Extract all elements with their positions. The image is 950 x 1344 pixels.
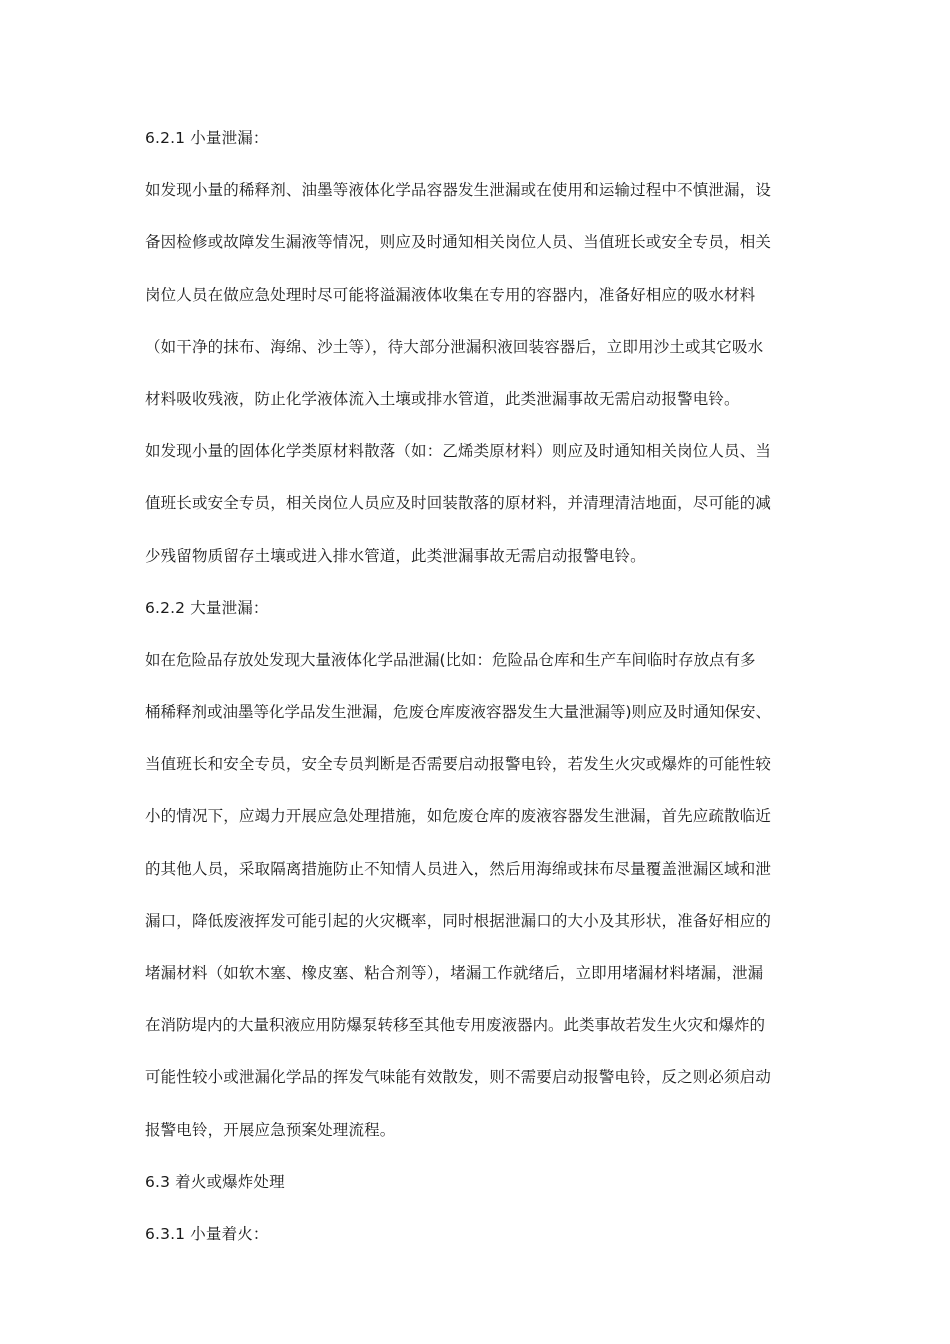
paragraph-line: 当值班长和安全专员，安全专员判断是否需要启动报警电铃，若发生火灾或爆炸的可能性较 xyxy=(145,755,772,774)
heading-6-2-1: 6.2.1 小量泄漏： xyxy=(145,129,269,147)
heading-6-3: 6.3 着火或爆炸处理 xyxy=(145,1172,285,1191)
paragraph-line: 备因检修或故障发生漏液等情况，则应及时通知相关岗位人员、当值班长或安全专员，相关 xyxy=(145,233,772,252)
heading-6-3-1: 6.3.1 小量着火： xyxy=(145,1224,269,1243)
paragraph-line: 如发现小量的固体化学类原材料散落（如：乙烯类原材料）则应及时通知相关岗位人员、当 xyxy=(145,442,772,461)
paragraph-line: 桶稀释剂或油墨等化学品发生泄漏，危废仓库废液容器发生大量泄漏等)则应及时通知保安、 xyxy=(145,703,772,722)
paragraph-line: 的其他人员，采取隔离措施防止不知情人员进入，然后用海绵或抹布尽量覆盖泄漏区域和泄 xyxy=(145,859,772,878)
paragraph-line: 小的情况下，应竭力开展应急处理措施，如危废仓库的废液容器发生泄漏，首先应疏散临近 xyxy=(145,807,772,826)
heading-6-2-2: 6.2.2 大量泄漏： xyxy=(145,598,269,617)
paragraph-line: 岗位人员在做应急处理时尽可能将溢漏液体收集在专用的容器内，准备好相应的吸水材料 xyxy=(145,285,756,304)
paragraph-line: 可能性较小或泄漏化学品的挥发气味能有效散发，则不需要启动报警电铃，反之则必须启动 xyxy=(145,1068,772,1087)
paragraph-line: 报警电铃，开展应急预案处理流程。 xyxy=(145,1120,396,1139)
paragraph-line: 如在危险品存放处发现大量液体化学品泄漏(比如：危险品仓库和生产车间临时存放点有多 xyxy=(145,650,756,669)
paragraph-line: （如干净的抹布、海绵、沙土等），待大部分泄漏积液回装容器后，立即用沙土或其它吸水 xyxy=(145,337,764,356)
document-page xyxy=(145,128,810,1276)
paragraph-line: 在消防堤内的大量积液应用防爆泵转移至其他专用废液器内。此类事故若发生火灾和爆炸的 xyxy=(145,1016,766,1035)
paragraph-line: 材料吸收残液，防止化学液体流入土壤或排水管道，此类泄漏事故无需启动报警电铃。 xyxy=(145,389,740,408)
paragraph-line: 漏口，降低废液挥发可能引起的火灾概率，同时根据泄漏口的大小及其形状，准备好相应的 xyxy=(145,911,772,930)
paragraph-line: 值班长或安全专员，相关岗位人员应及时回装散落的原材料，并清理清洁地面，尽可能的减 xyxy=(145,494,772,513)
paragraph-line: 如发现小量的稀释剂、油墨等液体化学品容器发生泄漏或在使用和运输过程中不慎泄漏，设 xyxy=(145,181,772,200)
paragraph-line: 堵漏材料（如软木塞、橡皮塞、粘合剂等），堵漏工作就绪后，立即用堵漏材料堵漏，泄漏 xyxy=(145,964,764,982)
paragraph-line: 少残留物质留存土壤或进入排水管道，此类泄漏事故无需启动报警电铃。 xyxy=(145,546,646,565)
